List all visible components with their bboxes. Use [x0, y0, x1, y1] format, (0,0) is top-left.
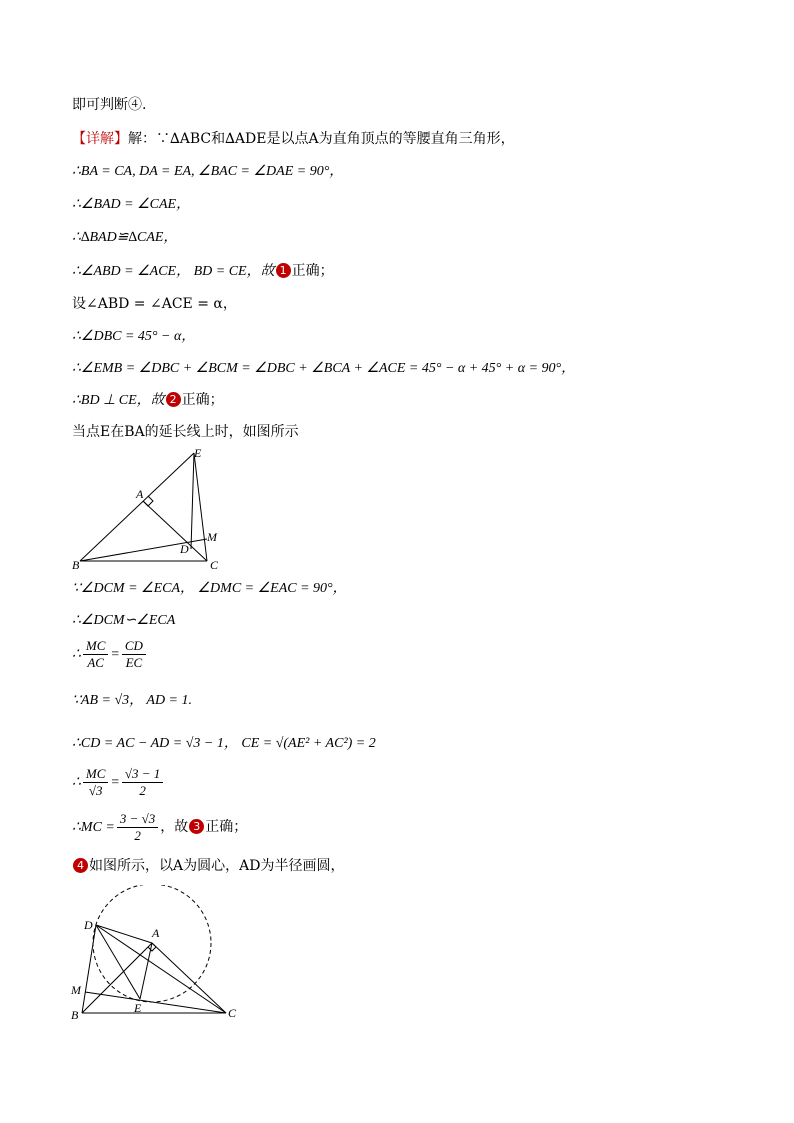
label-m: M: [71, 983, 81, 997]
circled-number-3: 3: [189, 819, 204, 834]
label-b: B: [72, 558, 80, 572]
circled-number-1: 1: [276, 263, 291, 278]
line-angle-emb: ∴∠EMB = ∠DBC + ∠BCM = ∠DBC + ∠BCA + ∠ACE = 45° − α + 45° + α = 90°，: [72, 361, 576, 376]
line-similar: ∴∠DCM∽∠ECA: [72, 613, 176, 628]
line-case-4: 4 如图所示，以A为圆心，AD为半径画圆，: [72, 857, 344, 875]
line-conclusion-3: ∴MC = $\frac{3 - √3}{2}$ ，故 3 正确；: [72, 810, 248, 843]
line-angle-dbc: ∴∠DBC = 45° − α，: [72, 329, 196, 344]
label-c: C: [228, 1006, 237, 1020]
line-db: [82, 925, 96, 1013]
line-cd-ce: ∴CD = AC − AD = √3 − 1， CE = √(AE² + AC²) = 2: [72, 736, 376, 751]
line-judge-4: 即可判断④.: [72, 97, 147, 113]
label-c: C: [210, 558, 219, 572]
line-be: [80, 453, 194, 561]
line-ba: [82, 943, 152, 1013]
circled-number-4: 4: [73, 858, 88, 873]
label-a: A: [136, 487, 144, 501]
line-conclusion-2: ∴BD ⊥ CE，故 2 正确；: [72, 392, 224, 408]
label-e: E: [134, 1001, 142, 1015]
line-ae: [140, 943, 152, 999]
label-m: M: [207, 530, 217, 544]
label-d: D: [84, 918, 93, 932]
line-case-extension: 当点E在BA的延长线上时，如图所示: [72, 424, 299, 440]
line-detail: 【详解】解：∵∆ABC和∆ADE是以点A为直角顶点的等腰直角三角形，: [72, 131, 515, 147]
line-da: [96, 925, 152, 943]
line-ed: [191, 453, 194, 549]
line-given-lengths: ∵AB = √3， AD = 1.: [72, 693, 192, 708]
line-angles-dcm: ∵∠DCM = ∠ECA， ∠DMC = ∠EAC = 90°，: [72, 581, 347, 596]
line-ac: [143, 501, 207, 561]
line-dc: [96, 925, 226, 1013]
line-ratio-2: ∴ $\frac{MC}{√3}$ = $\frac{√3 - 1}{2}$: [72, 766, 165, 800]
line-conclusion-1: ∴∠ABD = ∠ACE， BD = CE，故 1 正确；: [72, 263, 334, 279]
label-b: B: [71, 1008, 79, 1022]
label-a: A: [152, 926, 160, 940]
right-angle-mark: [143, 496, 153, 506]
line-congruent: ∴∆BAD≌∆CAE，: [72, 230, 178, 245]
line-equalities: ∴BA = CA, DA = EA, ∠BAC = ∠DAE = 90°，: [72, 164, 344, 179]
figure-triangle-1: [70, 445, 230, 573]
line-ac: [152, 943, 226, 1013]
circled-number-2: 2: [166, 392, 181, 407]
line-set-alpha: 设∠ABD = ∠ACE = α，: [72, 296, 237, 312]
line-ratio-1: ∴ $\frac{MC}{AC}$ = $\frac{CD}{EC}$: [72, 638, 148, 672]
label-d: D: [180, 542, 189, 556]
figure-circle-2: [68, 885, 248, 1025]
line-angle-bad: ∴∠BAD = ∠CAE，: [72, 197, 191, 212]
line-ec: [194, 453, 207, 561]
line-mc: [85, 992, 226, 1013]
detail-heading: 【详解】: [72, 131, 128, 147]
label-e: E: [194, 446, 202, 460]
